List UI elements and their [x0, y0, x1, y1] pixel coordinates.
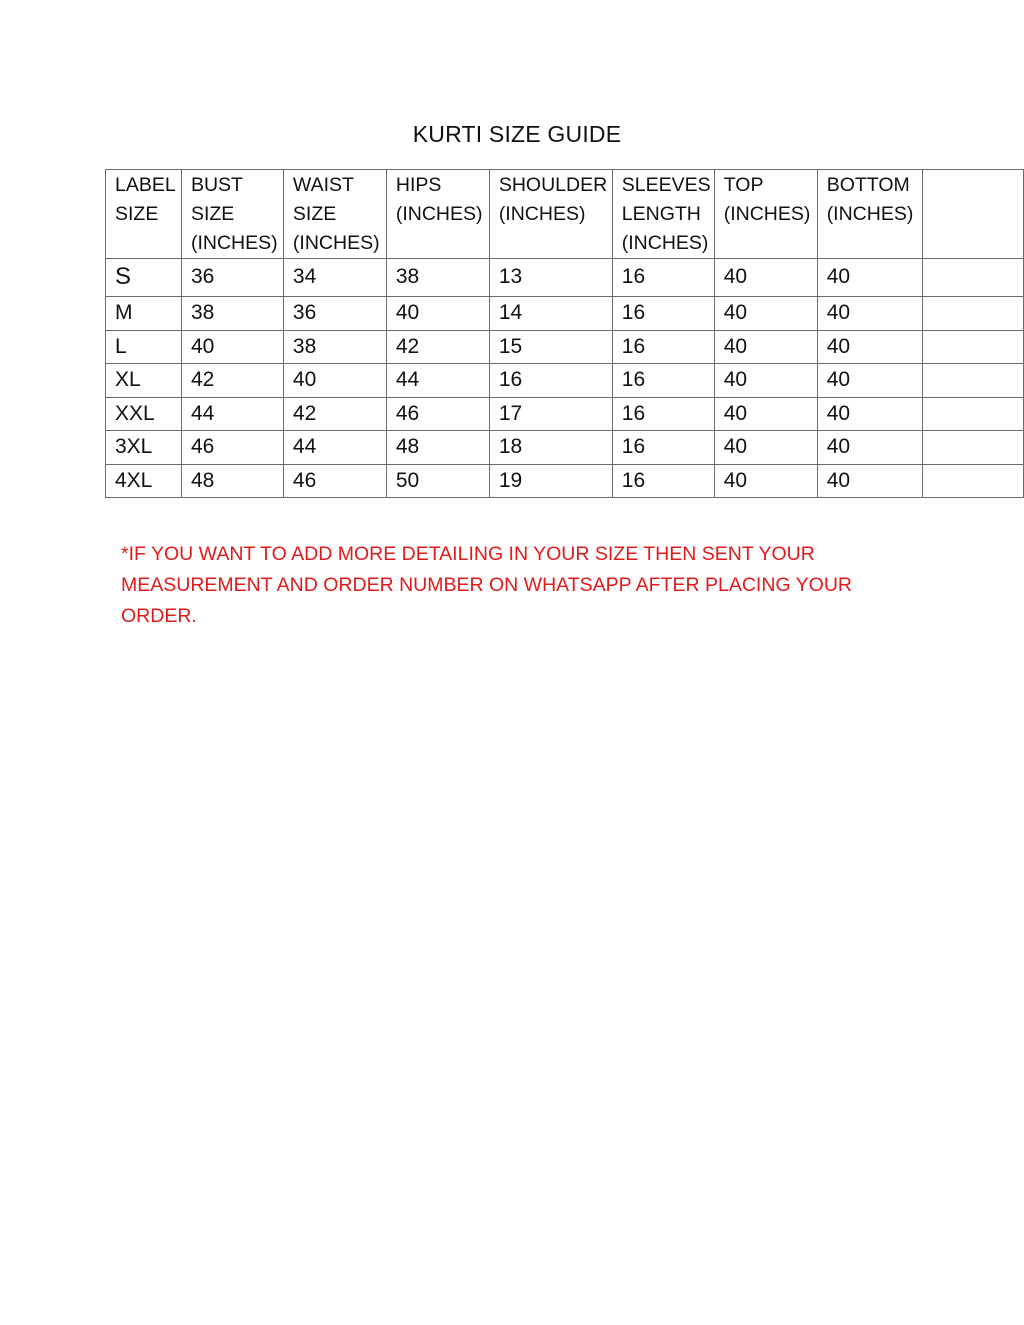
measurement-cell: 16	[612, 330, 714, 364]
header-empty	[922, 170, 1023, 259]
measurement-cell: 16	[612, 431, 714, 465]
measurement-cell: 40	[817, 431, 922, 465]
measurement-cell: 40	[817, 397, 922, 431]
measurement-cell: 34	[283, 259, 386, 297]
measurement-cell: 50	[386, 464, 489, 498]
header-text: (INCHES)	[621, 232, 709, 254]
measurement-cell: 19	[489, 464, 612, 498]
measurement-cell: 40	[181, 330, 283, 364]
size-label-cell: XXL	[106, 397, 182, 431]
header-text: LABEL	[115, 174, 176, 196]
size-label-cell: L	[106, 330, 182, 364]
header-bust-size	[181, 170, 283, 259]
measurement-cell: 40	[714, 431, 817, 465]
table-row	[106, 431, 1024, 465]
header-text: (INCHES)	[498, 203, 586, 225]
measurement-cell	[922, 297, 1023, 331]
note-line: MEASUREMENT AND ORDER NUMBER ON WHATSAPP AFTER PLACING YOUR	[121, 574, 853, 596]
header-text: (INCHES)	[292, 232, 380, 254]
header-text: HIPS	[395, 174, 442, 196]
size-label-cell: XL	[106, 364, 182, 398]
measurement-cell: 13	[489, 259, 612, 297]
measurement-cell: 40	[714, 464, 817, 498]
size-label-cell: M	[106, 297, 182, 331]
measurement-cell: 42	[386, 330, 489, 364]
header-text: SLEEVES	[621, 174, 711, 196]
measurement-cell: 16	[612, 364, 714, 398]
header-hips	[386, 170, 489, 259]
measurement-cell: 46	[181, 431, 283, 465]
measurement-cell: 17	[489, 397, 612, 431]
measurement-cell: 46	[386, 397, 489, 431]
measurement-cell: 44	[181, 397, 283, 431]
table-header-row	[106, 170, 1024, 259]
size-label-cell: S	[106, 259, 182, 297]
measurement-cell: 16	[489, 364, 612, 398]
table-row	[106, 259, 1024, 297]
header-bottom	[817, 170, 922, 259]
measurement-cell: 40	[817, 297, 922, 331]
measurement-cell: 16	[612, 397, 714, 431]
table-row	[106, 397, 1024, 431]
measurement-cell: 40	[817, 259, 922, 297]
measurement-cell: 48	[181, 464, 283, 498]
size-label-cell: 4XL	[106, 464, 182, 498]
size-guide-table	[105, 169, 1024, 498]
measurement-cell: 15	[489, 330, 612, 364]
measurement-cell: 18	[489, 431, 612, 465]
measurement-cell	[922, 364, 1023, 398]
header-text: SIZE	[292, 203, 337, 225]
measurement-cell: 40	[714, 297, 817, 331]
measurement-cell: 38	[386, 259, 489, 297]
measurement-cell: 40	[817, 364, 922, 398]
measurement-cell: 16	[612, 259, 714, 297]
measurement-cell: 38	[283, 330, 386, 364]
header-text: (INCHES)	[395, 203, 483, 225]
measurement-cell: 16	[612, 464, 714, 498]
header-text: SIZE	[190, 203, 235, 225]
header-text: SIZE	[115, 203, 159, 225]
table-row	[106, 330, 1024, 364]
measurement-cell: 48	[386, 431, 489, 465]
table-row	[106, 297, 1024, 331]
note-line: *IF YOU WANT TO ADD MORE DETAILING IN YOUR SIZE THEN SENT YOUR	[121, 543, 815, 565]
measurement-cell: 40	[714, 364, 817, 398]
measurement-cell: 46	[283, 464, 386, 498]
measurement-cell: 40	[386, 297, 489, 331]
header-shoulder	[489, 170, 612, 259]
measurement-cell: 44	[386, 364, 489, 398]
measurement-cell: 42	[283, 397, 386, 431]
header-text: TOP	[723, 174, 764, 196]
header-top	[714, 170, 817, 259]
measurement-cell: 16	[612, 297, 714, 331]
measurement-cell	[922, 397, 1023, 431]
header-text: WAIST	[292, 174, 354, 196]
table-row	[106, 464, 1024, 498]
measurement-cell	[922, 431, 1023, 465]
measurement-cell: 36	[283, 297, 386, 331]
measurement-cell: 40	[817, 464, 922, 498]
measurement-cell: 40	[714, 397, 817, 431]
header-text: LENGTH	[621, 203, 701, 225]
measurement-cell: 40	[714, 330, 817, 364]
size-note	[121, 539, 881, 632]
header-text: (INCHES)	[826, 203, 914, 225]
measurement-cell	[922, 330, 1023, 364]
header-text: BOTTOM	[826, 174, 910, 196]
header-sleeves-length	[612, 170, 714, 259]
page-title: KURTI SIZE GUIDE	[412, 121, 622, 147]
header-text: (INCHES)	[723, 203, 811, 225]
header-waist-size	[283, 170, 386, 259]
header-text: (INCHES)	[190, 232, 278, 254]
measurement-cell: 42	[181, 364, 283, 398]
measurement-cell: 40	[714, 259, 817, 297]
note-line: ORDER.	[121, 605, 197, 627]
header-label-size	[106, 170, 182, 259]
measurement-cell: 44	[283, 431, 386, 465]
header-text: BUST	[190, 174, 243, 196]
measurement-cell: 40	[817, 330, 922, 364]
measurement-cell: 36	[181, 259, 283, 297]
measurement-cell	[922, 259, 1023, 297]
header-text: SHOULDER	[498, 174, 608, 196]
measurement-cell: 40	[283, 364, 386, 398]
table-row	[106, 364, 1024, 398]
measurement-cell	[922, 464, 1023, 498]
size-label-cell: 3XL	[106, 431, 182, 465]
measurement-cell: 38	[181, 297, 283, 331]
measurement-cell: 14	[489, 297, 612, 331]
